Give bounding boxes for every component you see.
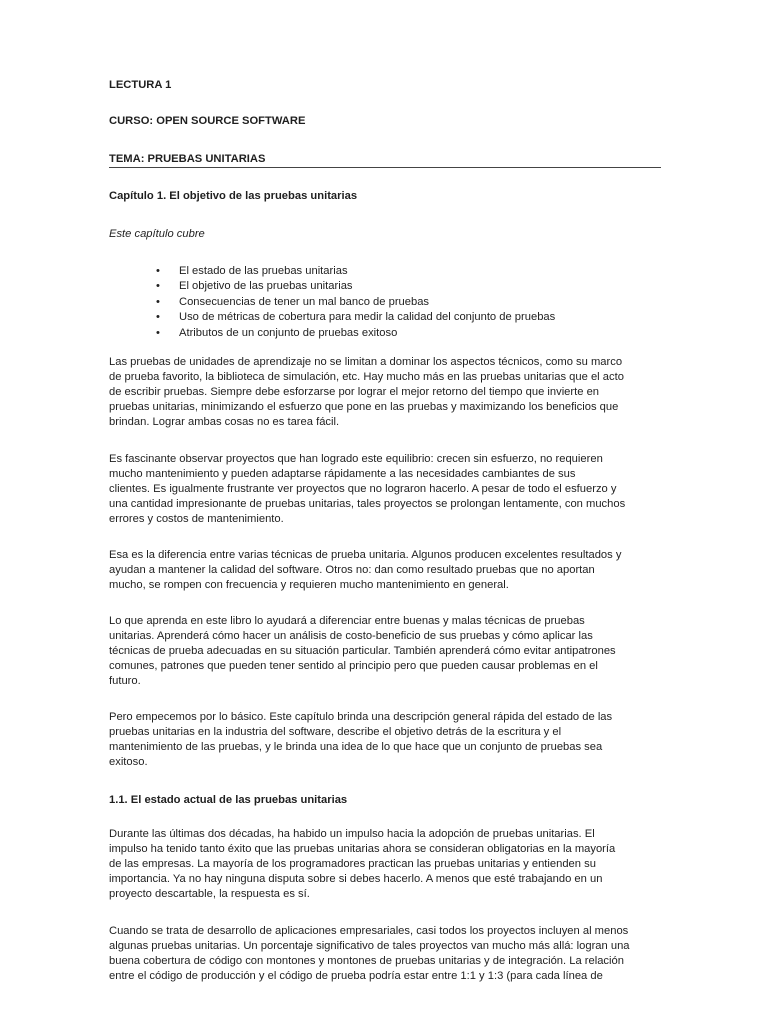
paragraph-line: algunas pruebas unitarias. Un porcentaje significativo de tales proyectos van mucho más allá: logran una [109,940,630,952]
paragraph-line: una cantidad impresionante de pruebas unitarias, tales proyectos se prolongan lentamente, con muchos [109,498,626,510]
list-item: El estado de las pruebas unitarias [179,265,348,277]
paragraph-line: proyecto descartable, la respuesta es sí. [109,888,310,900]
paragraph-line: buena cobertura de código con montones y montones de pruebas unitarias y de integración. La relación [109,955,624,967]
paragraph-line: Esa es la diferencia entre varias técnicas de prueba unitaria. Algunos producen excelentes resultados y [109,549,622,561]
chapter-title: Capítulo 1. El objetivo de las pruebas unitarias [109,190,358,202]
paragraph-line: pruebas unitarias en la industria del software, describe el objetivo detrás de la escritura y el [109,726,562,738]
bullet-icon: • [156,280,160,292]
paragraph-line: exitoso. [109,756,148,768]
paragraph [109,355,649,430]
paragraph-line: entre el código de producción y el código de prueba podría estar entre 1:1 y 1:3 (para cada línea de [109,970,603,982]
paragraph-line: pruebas unitarias, minimizando el esfuerzo que pone en las pruebas y maximizando los beneficios que [109,401,619,413]
bullet-icon: • [156,327,160,339]
paragraph-line: importancia. Ya no hay ninguna disputa sobre si debes hacerlo. A menos que esté trabajando en un [109,873,603,885]
paragraph-line: mantenimiento de las pruebas, y le brinda una idea de lo que hace que un conjunto de pruebas sea [109,741,603,753]
header-divider [109,167,661,168]
paragraph-line: de escribir pruebas. Siempre debe esforzarse por lograr el mejor retorno del tiempo que invierte en [109,386,600,398]
paragraph-line: de las empresas. La mayoría de los programadores practican las pruebas unitarias y entienden su [109,858,596,870]
paragraph [109,924,649,984]
paragraph-line: mucho, se rompen con frecuencia y requieren mucho mantenimiento en general. [109,579,509,591]
paragraph-line: Es fascinante observar proyectos que han logrado este equilibrio: crecen sin esfuerzo, no requieren [109,453,603,465]
list-item: Consecuencias de tener un mal banco de pruebas [179,296,430,308]
tema-heading: TEMA: PRUEBAS UNITARIAS [109,153,266,165]
paragraph [109,614,649,689]
paragraph-line: Las pruebas de unidades de aprendizaje no se limitan a dominar los aspectos técnicos, como su marco [109,356,623,368]
curso-heading: CURSO: OPEN SOURCE SOFTWARE [109,115,306,127]
chapter-intro: Este capítulo cubre [109,228,205,240]
bullet-icon: • [156,296,160,308]
bullet-icon: • [156,265,160,277]
paragraph-line: ayudan a mantener la calidad del software. Otros no: dan como resultado pruebas que no aportan [109,564,595,576]
paragraph [109,452,649,527]
paragraph-line: clientes. Es igualmente frustrante ver proyectos que no lograron hacerlo. A pesar de todo el esfuerzo y [109,483,617,495]
paragraph-line: comunes, patrones que pueden tener sentido al principio pero que pueden causar problemas en el [109,660,598,672]
list-item: Atributos de un conjunto de pruebas exitoso [179,327,398,339]
list-item: Uso de métricas de cobertura para medir la calidad del conjunto de pruebas [179,311,556,323]
bullet-icon: • [156,311,160,323]
paragraph [109,710,649,770]
list-item: El objetivo de las pruebas unitarias [179,280,353,292]
paragraph-line: errores y costos de mantenimiento. [109,513,284,525]
paragraph-line: unitarias. Aprenderá cómo hacer un análisis de costo-beneficio de sus pruebas y cómo aplicar las [109,630,593,642]
section-title: 1.1. El estado actual de las pruebas unitarias [109,794,348,806]
paragraph-line: futuro. [109,675,141,687]
paragraph-line: Cuando se trata de desarrollo de aplicaciones empresariales, casi todos los proyectos incluyen al menos [109,925,629,937]
paragraph-line: técnicas de prueba adecuadas en su situación particular. También aprenderá cómo evitar antipatrones [109,645,616,657]
paragraph-line: Durante las últimas dos décadas, ha habido un impulso hacia la adopción de pruebas unitarias. El [109,828,595,840]
paragraph-line: brindan. Lograr ambas cosas no es tarea fácil. [109,416,340,428]
paragraph-line: Pero empecemos por lo básico. Este capítulo brinda una descripción general rápida del estado de las [109,711,613,723]
paragraph-line: impulso ha tenido tanto éxito que las pruebas unitarias ahora se consideran obligatorias en la mayoría [109,843,616,855]
paragraph [109,827,649,902]
paragraph-line: de prueba favorito, la biblioteca de simulación, etc. Hay mucho más en las pruebas unitarias que el acto [109,371,624,383]
lectura-heading: LECTURA 1 [109,79,172,91]
paragraph-line: Lo que aprenda en este libro lo ayudará a diferenciar entre buenas y malas técnicas de pruebas [109,615,585,627]
paragraph [109,548,649,593]
paragraph-line: mucho mantenimiento y pueden adaptarse rápidamente a las necesidades cambiantes de sus [109,468,576,480]
